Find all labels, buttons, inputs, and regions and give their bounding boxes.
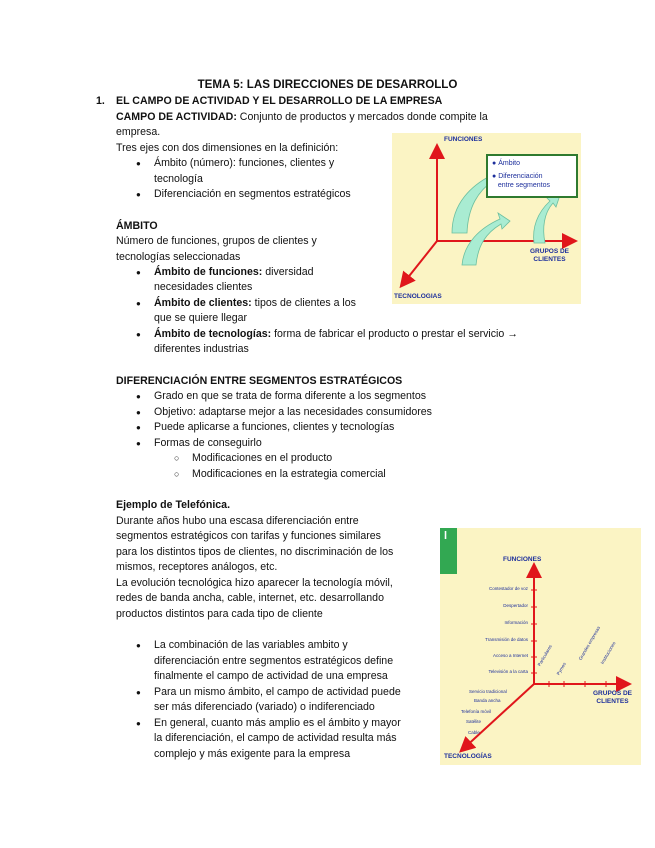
ejemplo-bullet-cont: diferenciación entre segmentos estratégicos define	[154, 655, 394, 667]
axis-clientes-label-2: CLIENTES	[533, 256, 566, 263]
axis-clientes-label-2: CLIENTES	[596, 698, 629, 705]
dim-item: ● Ámbito (número): funciones, clientes y	[154, 156, 334, 172]
ambito-item-label: Ámbito de tecnologías:	[154, 328, 272, 340]
diferenciacion-item: ● Formas de conseguirlo	[154, 436, 262, 452]
client-label: Particulares	[536, 643, 553, 667]
technology-label: Telefonía móvil	[461, 709, 492, 714]
legend-ambito: ● Ámbito	[492, 160, 520, 167]
campo-definition	[116, 110, 488, 126]
client-label: Pymes	[555, 661, 567, 676]
ambito-item-cont: necesidades clientes	[154, 281, 253, 293]
function-label: Televisión a la carta	[488, 669, 528, 674]
axis-funciones-label: FUNCIONES	[444, 136, 483, 143]
ambito-item-cont: diferentes industrias	[154, 343, 249, 355]
diferenciacion-item: ● Grado en que se trata de forma diferente a los segmentos	[154, 389, 426, 405]
ejemplo-bullet-cont: finalmente el campo de actividad de una empresa	[154, 670, 388, 682]
ambito-text-cont: tecnologías seleccionadas	[116, 251, 241, 263]
ambito-item-label: Ámbito de clientes:	[154, 297, 252, 309]
dim-item-cont: tecnología	[154, 173, 203, 185]
ejemplo-line: segmentos estratégicos con tarifas y funciones similares	[116, 530, 381, 542]
ejemplo-bullet: ● Para un mismo ámbito, el campo de actividad puede	[154, 685, 401, 701]
function-label: Transmisión de datos	[485, 637, 528, 642]
figure-telefonica	[440, 528, 641, 765]
corner-letter: l	[444, 530, 448, 542]
ambito-item-label: Ámbito de funciones:	[154, 266, 263, 278]
axis-clientes-label-1: GRUPOS DE	[530, 248, 570, 255]
ambito-item-cont: que se quiere llegar	[154, 312, 248, 324]
ejemplo-bullet: ● La combinación de las variables ambito y	[154, 638, 348, 654]
tres-ejes: Tres ejes con dos dimensiones en la definición:	[116, 142, 339, 154]
ejemplo-heading: Ejemplo de Telefónica.	[116, 499, 231, 511]
section-number: 1.	[96, 95, 105, 107]
ejemplo-line: La evolución tecnológica hizo aparecer la tecnología móvil,	[116, 577, 393, 589]
ambito-item-text: forma de fabricar el producto o prestar el servicio →	[271, 328, 518, 340]
function-label: Información	[504, 620, 528, 625]
diferenciacion-subitem: ○ Modificaciones en el producto	[192, 451, 332, 467]
campo-text-cont: empresa.	[116, 126, 161, 138]
page-title: TEMA 5: LAS DIRECCIONES DE DESARROLLO	[197, 78, 458, 91]
ejemplo-line: redes de banda ancha, cable, internet, etc. desarrollando	[116, 592, 384, 604]
diferenciacion-item: ● Objetivo: adaptarse mejor a las necesidades consumidores	[154, 405, 432, 421]
section-heading: EL CAMPO DE ACTIVIDAD Y EL DESARROLLO DE LA EMPRESA	[116, 95, 443, 107]
function-label: Acceso a Internet	[492, 653, 528, 658]
ejemplo-bullet-cont: la diferenciación, el campo de actividad resulta más	[154, 732, 397, 744]
ambito-item	[154, 327, 518, 343]
client-label: Instituciones	[599, 640, 617, 665]
figure-campo-actividad	[392, 133, 581, 304]
legend-diferenciacion-text: Diferenciación	[498, 173, 543, 180]
axis-clientes-label-1: GRUPOS DE	[593, 690, 633, 697]
function-label: Despertador	[503, 603, 528, 608]
campo-text: Conjunto de productos y mercados donde compite la	[236, 111, 488, 123]
technology-label: Servicio tradicional	[469, 689, 507, 694]
axis-tecnologias-label: TECNOLOGIAS	[394, 293, 442, 300]
diferenciacion-heading: DIFERENCIACIÓN ENTRE SEGMENTOS ESTRATÉGICOS	[116, 375, 403, 387]
legend-ambito-text: Ámbito	[498, 160, 520, 167]
ambito-text: Número de funciones, grupos de clientes y	[116, 235, 317, 247]
ejemplo-bullet: ● En general, cuanto más amplio es el ámbito y mayor	[154, 716, 401, 732]
ambito-item	[154, 265, 314, 281]
axis-funciones-label: FUNCIONES	[503, 556, 542, 563]
ambito-item	[154, 296, 356, 312]
axis-clientes-label	[530, 248, 569, 264]
function-label: Contestador de voz	[488, 586, 528, 591]
axis-tecnologias-label: TECNOLOGÍAS	[444, 753, 492, 760]
technology-label: Cable	[468, 730, 480, 735]
technology-label: Satélite	[466, 719, 482, 724]
ambito-item-text: tipos de clientes a los	[251, 297, 356, 309]
diferenciacion-subitem: ○ Modificaciones en la estrategia comercial	[192, 467, 386, 483]
client-label: Grandes empresas	[577, 625, 602, 661]
ejemplo-line: Durante años hubo una escasa diferenciación entre	[116, 515, 359, 527]
ejemplo-line: productos distintos para cada tipo de cliente	[116, 608, 323, 620]
axis-clientes-label	[593, 690, 632, 706]
dim-item: ● Diferenciación en segmentos estratégicos	[154, 187, 351, 203]
ejemplo-bullet-cont: ser más diferenciado (variado) o indiferenciado	[154, 701, 375, 713]
diferenciacion-item: ● Puede aplicarse a funciones, clientes y tecnologías	[154, 420, 394, 436]
ejemplo-bullet-cont: complejo y más exigente para la empresa	[154, 748, 351, 760]
ambito-item-text: diversidad	[262, 266, 314, 278]
campo-label: CAMPO DE ACTIVIDAD:	[116, 111, 237, 123]
ejemplo-line: mismos, receptores análogos, etc.	[116, 561, 278, 573]
technology-label: Banda ancha	[474, 698, 501, 703]
legend-diferenciacion: ● Diferenciación entre segmentos	[492, 173, 550, 189]
legend-diferenciacion-text-cont: entre segmentos	[497, 182, 550, 189]
ejemplo-line: para los distintos tipos de clientes, no discriminación de los	[116, 546, 394, 558]
ambito-heading: ÁMBITO	[116, 220, 158, 232]
